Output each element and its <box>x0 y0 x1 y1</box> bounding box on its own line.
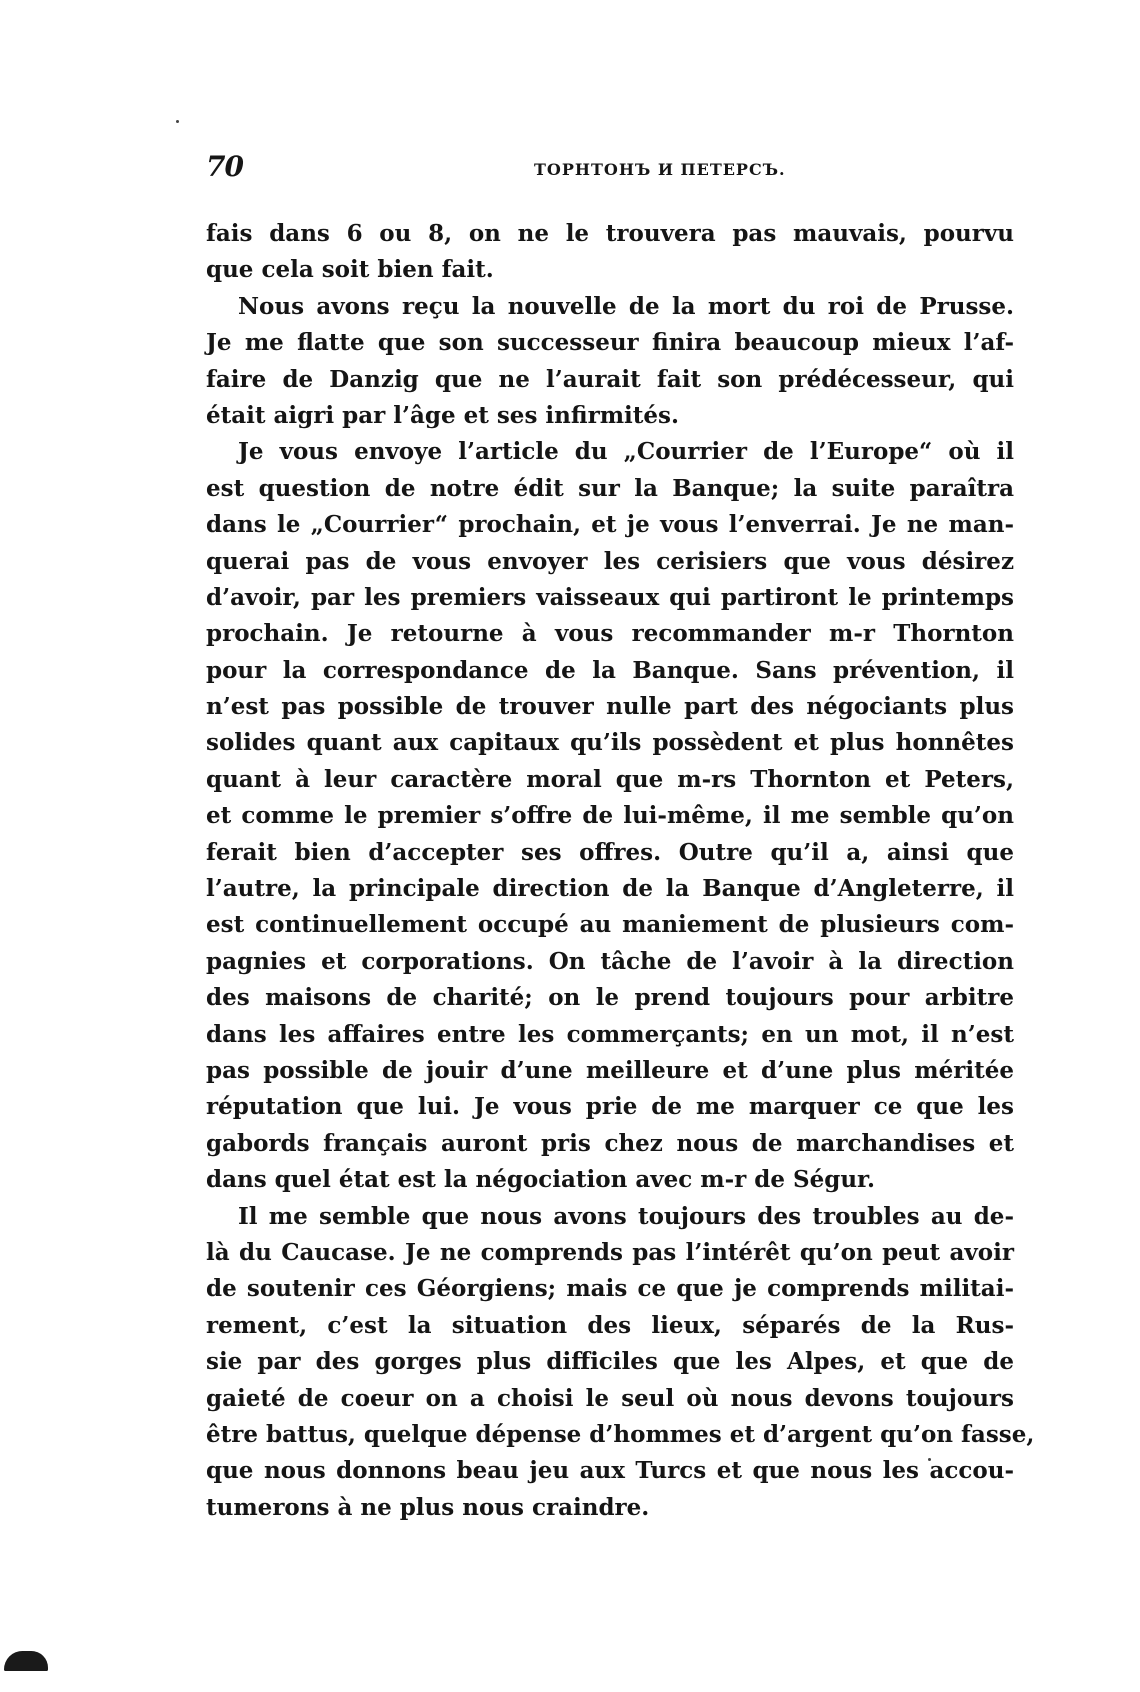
text-line: est continuellement occupé au maniement de plusieurs com- <box>206 911 1014 939</box>
text-line: dans les affaires entre les commerçants; en un mot, il n’est <box>206 1020 1014 1048</box>
text-line: Je vous envoye l’article du „Courrier de l’Europe“ où il <box>238 438 1014 466</box>
text-line: dans quel état est la négociation avec m-r de Ségur. <box>206 1166 876 1194</box>
text-line: pour la correspondance de la Banque. Sans prévention, il <box>206 656 1014 684</box>
text-line: réputation que lui. Je vous prie de me marquer ce que les <box>206 1093 1014 1121</box>
text-line: que nous donnons beau jeu aux Turcs et que nous les accou- <box>206 1457 1014 1485</box>
text-line: pas possible de jouir d’une meilleure et d’une plus méritée <box>206 1056 1014 1084</box>
text-line: querai pas de vous envoyer les cerisiers que vous désirez <box>206 547 1014 575</box>
text-line: des maisons de charité; on le prend toujours pour arbitre <box>206 984 1014 1012</box>
text-line: quant à leur caractère moral que m-rs Thornton et Peters, <box>206 765 1014 793</box>
text-line: faire de Danzig que ne l’aurait fait son prédécesseur, qui <box>206 365 1014 393</box>
body-text <box>206 216 1035 1526</box>
text-line: dans le „Courrier“ prochain, et je vous l’enverrai. Je ne man- <box>206 511 1014 539</box>
text-line: Nous avons reçu la nouvelle de la mort du roi de Prusse. <box>238 292 1014 320</box>
text-line: Il me semble que nous avons toujours des troubles au de- <box>238 1202 1014 1230</box>
text-line: être battus, quelque dépense d’hommes et d’argent qu’on fasse, <box>206 1420 1035 1448</box>
text-line: Je me flatte que son successeur finira beaucoup mieux l’af- <box>206 329 1014 357</box>
text-line: gaieté de coeur on a choisi le seul où nous devons toujours <box>206 1384 1014 1412</box>
text-line: et comme le premier s’offre de lui-même, il me semble qu’on <box>206 802 1014 830</box>
text-line: sie par des gorges plus difficiles que les Alpes, et que de <box>206 1348 1014 1376</box>
running-head: ТОРНТОНЪ И ПЕТЕРСЪ. <box>534 160 786 179</box>
text-line: pagnies et corporations. On tâche de l’avoir à la direction <box>206 947 1014 975</box>
text-line: fais dans 6 ou 8, on ne le trouvera pas mauvais, pourvu <box>206 220 1014 247</box>
text-line: de soutenir ces Géorgiens; mais ce que je comprends militai- <box>206 1275 1014 1303</box>
ink-smudge <box>4 1651 48 1671</box>
text-line: gabords français auront pris chez nous de marchandises et <box>206 1129 1014 1157</box>
page-header <box>206 150 1014 190</box>
text-line: est question de notre édit sur la Banque; la suite paraîtra <box>206 474 1014 502</box>
text-line: solides quant aux capitaux qu’ils possèdent et plus honnêtes <box>206 729 1014 757</box>
text-line: là du Caucase. Je ne comprends pas l’intérêt qu’on peut avoir <box>206 1238 1014 1266</box>
text-line: l’autre, la principale direction de la Banque d’Angleterre, il <box>206 875 1014 903</box>
text-line: était aigri par l’âge et ses infirmités. <box>206 401 679 429</box>
text-line: ferait bien d’accepter ses offres. Outre qu’il a, ainsi que <box>206 838 1014 866</box>
text-line: que cela soit bien fait. <box>206 256 494 284</box>
text-line: prochain. Je retourne à vous recommander m-r Thornton <box>206 620 1014 648</box>
text-line: d’avoir, par les premiers vaisseaux qui partiront le printemps <box>206 583 1014 611</box>
text-line: n’est pas possible de trouver nulle part des négociants plus <box>206 693 1014 721</box>
text-line: rement, c’est la situation des lieux, séparés de la Rus- <box>206 1311 1014 1339</box>
paper-speck <box>176 120 179 123</box>
text-line: tumerons à ne plus nous craindre. <box>206 1493 650 1521</box>
page-number: 70 <box>206 150 243 183</box>
